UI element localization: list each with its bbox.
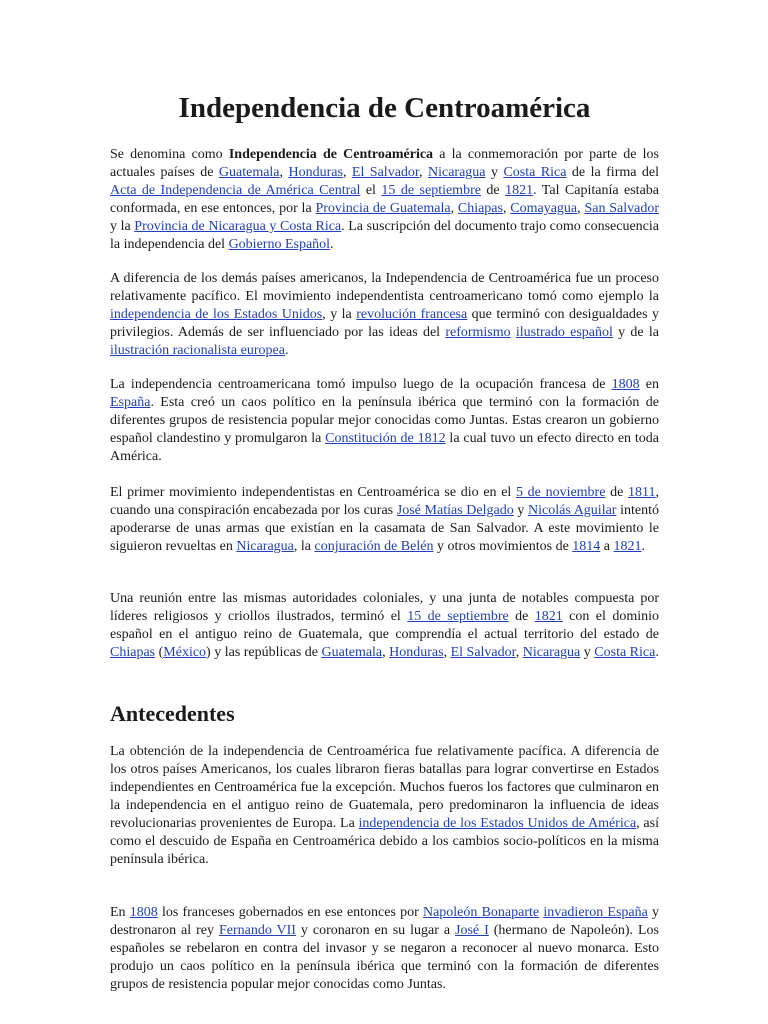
- text: intentó apoderarse de unas armas que existían en la casamata de San Salvador. A este movimiento le siguieron revueltas en: [110, 503, 660, 554]
- text: la cual tuvo un efecto directo en toda América.: [110, 431, 659, 464]
- link-comayagua[interactable]: Comayagua: [510, 201, 578, 216]
- text: con el dominio español en el antiguo reino de Guatemala, que comprendía el actual territorio del estado de: [110, 609, 659, 642]
- link-napoleon-bonaparte[interactable]: Napoleón Bonaparte: [422, 905, 540, 920]
- text: ,: [515, 645, 523, 660]
- link-honduras[interactable]: Honduras: [288, 165, 343, 180]
- text: y coronaron en su lugar a: [295, 923, 456, 938]
- paragraph-primer-movimiento: [110, 484, 659, 556]
- bold-term: Independencia de Centroamérica: [228, 147, 434, 162]
- text: y: [513, 503, 529, 518]
- paragraph-reunion: [110, 590, 659, 662]
- link-el-salvador[interactable]: El Salvador: [351, 165, 420, 180]
- text: que terminó con desigualdades y privilegios. Además de ser influenciado por las ideas del: [110, 307, 660, 340]
- text: .: [284, 343, 289, 358]
- text: , cuando una conspiración encabezada por los curas: [110, 485, 660, 518]
- paragraph-intro: [110, 146, 659, 254]
- text: a la conmemoración por parte de los actuales países de: [110, 147, 660, 180]
- paragraph-invasion-francesa: [110, 904, 659, 994]
- link-1814[interactable]: 1814: [572, 539, 601, 554]
- link-15-septiembre[interactable]: 15 de septiembre: [381, 183, 481, 198]
- link-1821[interactable]: 1821: [505, 183, 534, 198]
- link-guatemala[interactable]: Guatemala: [218, 165, 280, 180]
- link-acta-independencia[interactable]: Acta de Independencia de América Central: [110, 183, 361, 198]
- text: y: [485, 165, 504, 180]
- link-gobierno-espanol[interactable]: Gobierno Español: [228, 237, 331, 252]
- text: El primer movimiento independentistas en Centroamérica se dio en el: [110, 485, 516, 500]
- text: ,: [419, 165, 428, 180]
- link-guatemala[interactable]: Guatemala: [321, 645, 383, 660]
- link-nicaragua[interactable]: Nicaragua: [522, 645, 581, 660]
- link-espana[interactable]: España: [110, 395, 151, 410]
- text: y destronaron al rey: [110, 905, 660, 938]
- text: .: [655, 645, 659, 660]
- text: La independencia centroamericana tomó impulso luego de la ocupación francesa de: [110, 377, 612, 392]
- link-revolucion-francesa[interactable]: revolución francesa: [356, 307, 468, 322]
- link-mexico[interactable]: México: [163, 645, 207, 660]
- link-el-salvador[interactable]: El Salvador: [450, 645, 516, 660]
- text: ,: [450, 201, 458, 216]
- text: y otros movimientos de: [433, 539, 573, 554]
- link-1821[interactable]: 1821: [613, 539, 642, 554]
- text: , así como el descuido de España en Centroamérica debido a los cambios socio-políticos en la misma península ibérica.: [110, 816, 659, 867]
- text: (hermano de Napoleón). Los españoles se rebelaron en contra del invasor y se negaron a reconocer al nuevo monarca. Esto produjo un caos político en la península ibérica que terminó con la formación de diferentes grupos de resistencia popular mejor conocidas como Juntas.: [110, 923, 659, 992]
- link-honduras[interactable]: Honduras: [389, 645, 444, 660]
- link-15-septiembre[interactable]: 15 de septiembre: [407, 609, 509, 624]
- text: (: [155, 645, 164, 660]
- text: .: [641, 539, 645, 554]
- text: y de la: [612, 325, 659, 340]
- text: a: [600, 539, 614, 554]
- link-chiapas[interactable]: Chiapas: [457, 201, 503, 216]
- text: . Tal Capitanía estaba conformada, en ese entonces, por la: [110, 183, 659, 216]
- text: ,: [443, 645, 451, 660]
- link-costa-rica[interactable]: Costa Rica: [594, 645, 656, 660]
- link-invadieron-espana[interactable]: invadieron España: [543, 905, 648, 920]
- link-chiapas[interactable]: Chiapas: [110, 645, 156, 660]
- text: En: [110, 905, 130, 920]
- paragraph-ocupacion: [110, 376, 659, 466]
- text: y la: [110, 219, 135, 234]
- link-independencia-eeuu[interactable]: independencia de los Estados Unidos: [110, 307, 323, 322]
- text: . La suscripción del documento trajo como consecuencia la independencia del: [110, 219, 659, 252]
- paragraph-antecedentes: [110, 743, 659, 869]
- link-san-salvador[interactable]: San Salvador: [584, 201, 659, 216]
- link-1811[interactable]: 1811: [628, 485, 656, 500]
- text: Se denomina como: [110, 147, 229, 162]
- text: de: [480, 183, 506, 198]
- link-ilustrado-espanol[interactable]: ilustrado español: [515, 325, 613, 340]
- text: Una reunión entre las mismas autoridades coloniales, y una junta de notables compuesta por líderes religiosos y criollos ilustrados, terminó el: [110, 591, 659, 624]
- text: , y la: [322, 307, 357, 322]
- text: de: [605, 485, 629, 500]
- link-fernando-vii[interactable]: Fernando VII: [218, 923, 296, 938]
- link-nicaragua[interactable]: Nicaragua: [427, 165, 486, 180]
- paragraph-pacifico: [110, 270, 659, 360]
- link-1821[interactable]: 1821: [534, 609, 563, 624]
- link-1808[interactable]: 1808: [611, 377, 640, 392]
- link-ilustracion-racionalista[interactable]: ilustración racionalista europea: [110, 343, 285, 358]
- text: ,: [279, 165, 289, 180]
- section-heading-antecedentes: Antecedentes: [110, 701, 235, 726]
- text: y: [580, 645, 595, 660]
- text: ) y las repúblicas de: [206, 645, 322, 660]
- link-provincia-guatemala[interactable]: Provincia de Guatemala: [315, 201, 451, 216]
- link-provincia-nicaragua-costa-rica[interactable]: Provincia de Nicaragua y Costa Rica: [134, 219, 342, 234]
- link-jose-matias-delgado[interactable]: José Matías Delgado: [396, 503, 514, 518]
- text: A diferencia de los demás países americanos, la Independencia de Centroamérica fue un proceso relativamente pacífico. El movimiento independentista centroamericano tomó como ejemplo la: [110, 271, 659, 304]
- text: , la: [293, 539, 315, 554]
- text: .: [330, 237, 334, 252]
- link-1808[interactable]: 1808: [129, 905, 158, 920]
- text: ,: [342, 165, 352, 180]
- link-independencia-eeuu-america[interactable]: independencia de los Estados Unidos de América: [358, 816, 637, 831]
- text: ,: [577, 201, 585, 216]
- text: La obtención de la independencia de Centroamérica fue relativamente pacífica. A diferencia de los otros países Americanos, los cuales libraron fieras batallas para lograr convertirse en Estados independientes en Centroamérica fue la excepción. Muchos fueros los factores que culminaron en la independencia en el antiguo reino de Guatemala, pero predominaron la influencia de ideas revolucionarias provenientes de Europa. La: [110, 744, 659, 831]
- link-5-noviembre[interactable]: 5 de noviembre: [516, 485, 606, 500]
- text: el: [360, 183, 382, 198]
- text: en: [639, 377, 660, 392]
- text: de: [508, 609, 535, 624]
- link-nicolas-aguilar[interactable]: Nicolás Aguilar: [528, 503, 617, 518]
- text: ,: [382, 645, 390, 660]
- text: los franceses gobernados en ese entonces por: [157, 905, 423, 920]
- text: ,: [502, 201, 511, 216]
- link-conjuracion-belen[interactable]: conjuración de Belén: [314, 539, 434, 554]
- text: . Esta creó un caos político en la península ibérica que terminó con la formación de diferentes grupos de resistencia popular mejor conocidas como Juntas. Estas crearon un gobierno español clandestino y promulgaron la: [110, 395, 659, 446]
- link-jose-i[interactable]: José I: [455, 923, 489, 938]
- link-nicaragua[interactable]: Nicaragua: [236, 539, 294, 554]
- page-title: Independencia de Centroamérica: [178, 92, 591, 124]
- link-costa-rica[interactable]: Costa Rica: [503, 165, 567, 180]
- link-reformismo[interactable]: reformismo: [445, 325, 511, 340]
- text: de la firma del: [566, 165, 660, 180]
- link-constitucion-1812[interactable]: Constitución de 1812: [325, 431, 446, 446]
